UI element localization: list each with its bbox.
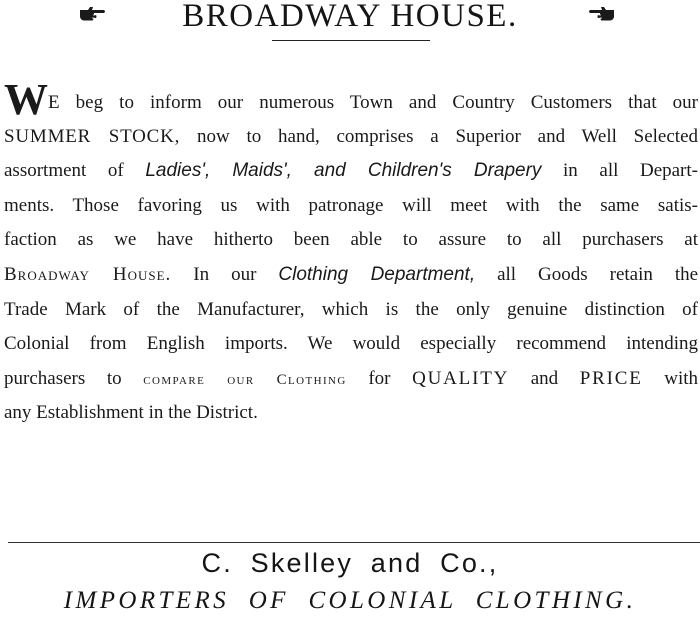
- quality-text: QUALITY: [412, 367, 510, 389]
- drop-cap: W: [4, 75, 47, 124]
- body-line-text: for: [368, 367, 391, 389]
- page-title: BROADWAY HOUSE.: [182, 0, 518, 34]
- firm-name: C. Skelley and Co.,: [201, 548, 499, 578]
- body-line-text: E beg to inform our numerous Town and Country Customers that our: [48, 92, 698, 113]
- compare-clothing-smallcaps: compare our Clothing: [143, 371, 347, 388]
- body-line-text: assortment of: [4, 160, 124, 182]
- body-line: Colonial from English imports. We would especially recommend intending: [4, 333, 698, 355]
- clothing-department-italic: Clothing Department,: [278, 263, 476, 285]
- firm-tagline: IMPORTERS OF COLONIAL CLOTHING.: [63, 587, 637, 614]
- body-line-text: with: [664, 367, 699, 389]
- body-paragraph: [4, 75, 699, 431]
- body-line: faction as we have hitherto been able to assure to all purchasers at: [4, 229, 698, 251]
- body-line: [4, 258, 698, 293]
- body-line: [4, 154, 698, 189]
- body-line-text: purchasers to: [4, 367, 122, 389]
- body-line: [4, 362, 698, 397]
- body-line-text: now to hand, comprises a Superior and Well Selected: [196, 125, 699, 147]
- body-line-text: all Goods retain the: [497, 263, 699, 285]
- body-line-text: In our: [193, 263, 257, 285]
- summer-stock-text: SUMMER STOCK,: [4, 125, 181, 147]
- body-line-text: and: [530, 367, 559, 389]
- broadway-house-smallcaps: Broadway House.: [4, 263, 172, 285]
- drapery-italic: Ladies', Maids', and Children's Drapery: [145, 160, 542, 182]
- body-line: [4, 75, 698, 124]
- body-line-text: in all Depart-: [563, 160, 698, 182]
- body-line: [4, 120, 698, 155]
- body-line: ments. Those favoring us with patronage will meet with the same satis-: [4, 194, 698, 216]
- title-underline: [272, 40, 430, 41]
- body-line: Trade Mark of the Manufacturer, which is the only genuine distinction of: [4, 298, 698, 320]
- header: [0, 0, 700, 44]
- pointing-hand-icon: [588, 4, 616, 24]
- body-line: any Establishment in the District.: [4, 402, 258, 424]
- price-text: PRICE: [579, 367, 643, 389]
- footer-divider: [8, 542, 700, 543]
